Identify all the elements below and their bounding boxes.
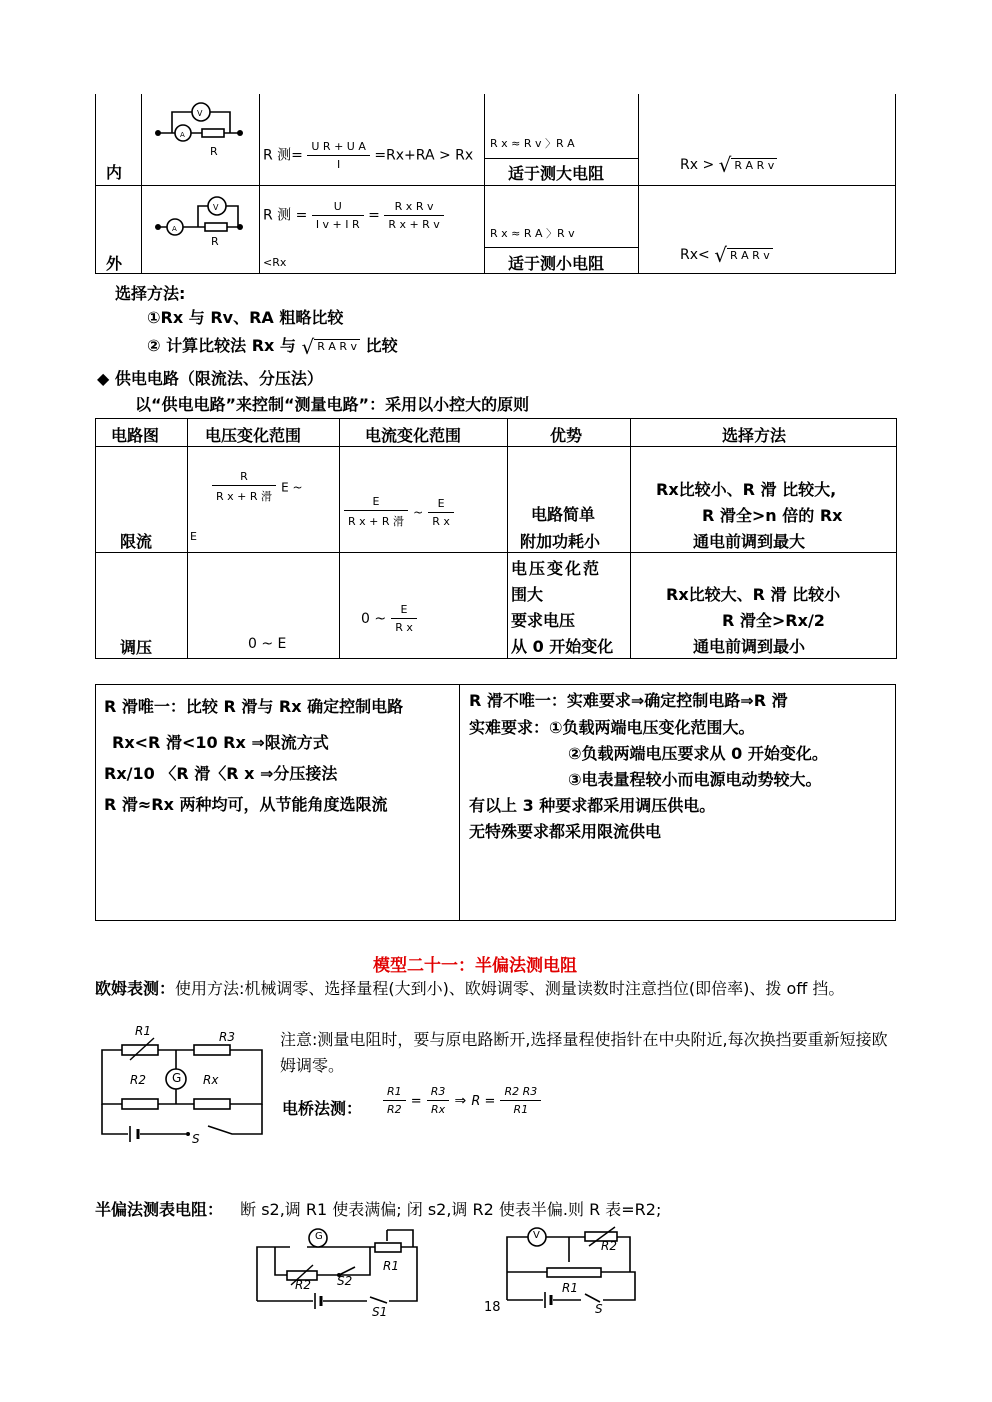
divider-voltage-range: 0 ~ E: [248, 636, 287, 652]
limit-voltage-e: E: [190, 530, 197, 543]
select-method-title: 选择方法:: [115, 284, 186, 303]
rules-right-5: 有以上 3 种要求都采用调压供电。: [469, 796, 716, 815]
header-current-range: 电流变化范围: [365, 426, 462, 445]
half-deflection-circuit-2: [505, 1222, 655, 1310]
c2-label-r2: R2: [601, 1239, 617, 1253]
svg-text:A: A: [180, 131, 185, 139]
model-title: 模型二十一：半偏法测电阻: [373, 956, 577, 976]
divider-adv-2: 围大: [511, 585, 544, 604]
outer-formula: R 测 = $\frac{U}{\text{I v + I R}}$ = $\frac{\text{R x R v}}{\text{R x + R v}}$: [263, 200, 444, 231]
bridge-formula: $\frac{R1}{R2}$ = $\frac{R3}{Rx}$ ⇒ R = $\frac{R2 R3}{R1}$: [383, 1085, 541, 1116]
divider-adv-1: 电压变化范: [511, 559, 602, 578]
rules-left-2: Rx<R 滑<10 Rx ⇒限流方式: [112, 733, 329, 752]
c1-label-s2: S2: [337, 1274, 353, 1288]
c1-label-r1: R1: [383, 1259, 399, 1273]
rules-right-4: ③电表量程较小而电源电动势较大。: [568, 770, 822, 789]
svg-text:A: A: [172, 225, 177, 233]
half-deflection-circuit-1: [255, 1225, 435, 1315]
inner-circuit-diagram: [150, 100, 250, 160]
divider-sel-3: 通电前调到最小: [693, 637, 806, 656]
c2-label-r1: R1: [562, 1281, 578, 1295]
divider-current-range: 0 ~ $\frac{E}{\text{R x}}$: [361, 603, 417, 634]
svg-text:V: V: [213, 203, 219, 212]
limit-current-range: $\frac{E}{\text{R x + R 滑}}$ ~ $\frac{E}{\text{R x}}$: [344, 495, 454, 529]
c1-label-g: G: [315, 1231, 323, 1242]
rules-left-3: Rx/10 〈R 滑〈R x ⇒分压接法: [104, 764, 338, 783]
bridge-method-label: 电桥法测：: [282, 1099, 363, 1118]
header-selection: 选择方法: [722, 426, 787, 445]
c2-label-s: S: [595, 1302, 603, 1316]
rules-left-4: R 滑≈Rx 两种均可，从节能角度选限流: [104, 795, 388, 814]
outer-r-label: R: [211, 235, 219, 248]
divider-sel-1: Rx比较大、R 滑 比较小: [666, 585, 841, 604]
half-deflection-paragraph: 半偏法测表电阻： 断 s2,调 R1 使表满偏; 闭 s2,调 R2 使表半偏.则 R 表=R2;: [95, 1200, 662, 1219]
inner-condition: R x ≈ R v 〉R A: [490, 137, 575, 150]
rules-right-1: R 滑不唯一：实难要求⇒确定控制电路⇒R 滑: [469, 691, 788, 710]
supply-heading: ◆ 供电电路（限流法、分压法）: [97, 369, 323, 388]
select-method-item2: ② 计算比较法 Rx 与 √ R A R v 比较: [147, 334, 398, 359]
inner-criteria: Rx > √ R A R v: [680, 153, 777, 177]
inner-formula: R 测= $\frac{\text{U R + U A}}{I}$ =Rx+RA > Rx: [263, 140, 474, 171]
svg-text:V: V: [197, 109, 203, 118]
inner-r-label: R: [210, 145, 218, 158]
divider-sel-2: R 滑全>Rx/2: [722, 611, 825, 630]
bridge-label-r3: R3: [219, 1030, 235, 1044]
divider-adv-4: 从 0 开始变化: [511, 637, 614, 656]
outer-use: 适于测小电阻: [508, 254, 605, 273]
outer-criteria: Rx< √ R A R v: [680, 243, 773, 267]
rules-right-2: 实难要求：①负载两端电压变化范围大。: [469, 718, 755, 737]
row-label-inner: 内: [106, 163, 123, 182]
header-circuit: 电路图: [111, 426, 160, 445]
bridge-label-s: S: [192, 1132, 200, 1146]
bridge-label-rx: Rx: [203, 1073, 219, 1087]
note-paragraph: 注意:测量电阻时，要与原电路断开,选择量程使指针在中央附近,每次换挡要重新短接欧姆调零。: [280, 1030, 888, 1075]
rules-left-1: R 滑唯一：比较 R 滑与 Rx 确定控制电路: [104, 697, 404, 716]
limit-adv-1: 电路简单: [531, 505, 596, 524]
limit-adv-2: 附加功耗小: [520, 532, 601, 551]
header-voltage-range: 电压变化范围: [205, 426, 302, 445]
rules-right-3: ②负载两端电压要求从 0 开始变化。: [568, 744, 828, 763]
bridge-label-g: G: [172, 1071, 182, 1085]
limit-voltage-range: $\frac{R}{\text{R x + R 滑}}$ E ~: [212, 470, 303, 504]
page-number: 18: [484, 1300, 501, 1315]
c1-label-r2: R2: [295, 1278, 311, 1292]
divider-adv-3: 要求电压: [511, 611, 576, 630]
outer-formula-tail: <Rx: [263, 256, 287, 269]
bridge-label-r1: R1: [135, 1024, 151, 1038]
outer-condition: R x ≈ R A 〉R v: [490, 227, 575, 240]
rules-right-6: 无特殊要求都采用限流供电: [469, 822, 662, 841]
limit-label: 限流: [120, 532, 153, 551]
ohm-meter-paragraph: 欧姆表测：使用方法:机械调零、选择量程(大到小)、欧姆调零、测量读数时注意挡位(即倍率)、拨 off 挡。: [95, 979, 845, 998]
limit-sel-2: R 滑全>n 倍的 Rx: [702, 506, 843, 525]
supply-subheading: 以“供电电路”来控制“测量电路”：采用以小控大的原则: [135, 395, 530, 414]
divider-label: 调压: [120, 638, 153, 657]
limit-sel-3: 通电前调到最大: [693, 532, 806, 551]
inner-use: 适于测大电阻: [508, 164, 605, 183]
outer-circuit-diagram: [150, 190, 250, 250]
header-advantage: 优势: [550, 426, 583, 445]
c1-label-s1: S1: [372, 1305, 388, 1319]
select-method-item1: ①Rx 与 Rv、RA 粗略比较: [147, 308, 344, 327]
c2-label-v: V: [533, 1230, 540, 1241]
limit-sel-1: Rx比较小、R 滑 比较大,: [656, 480, 837, 499]
row-label-outer: 外: [106, 254, 123, 273]
bridge-circuit-diagram: [100, 1026, 270, 1146]
bridge-label-r2: R2: [130, 1073, 146, 1087]
